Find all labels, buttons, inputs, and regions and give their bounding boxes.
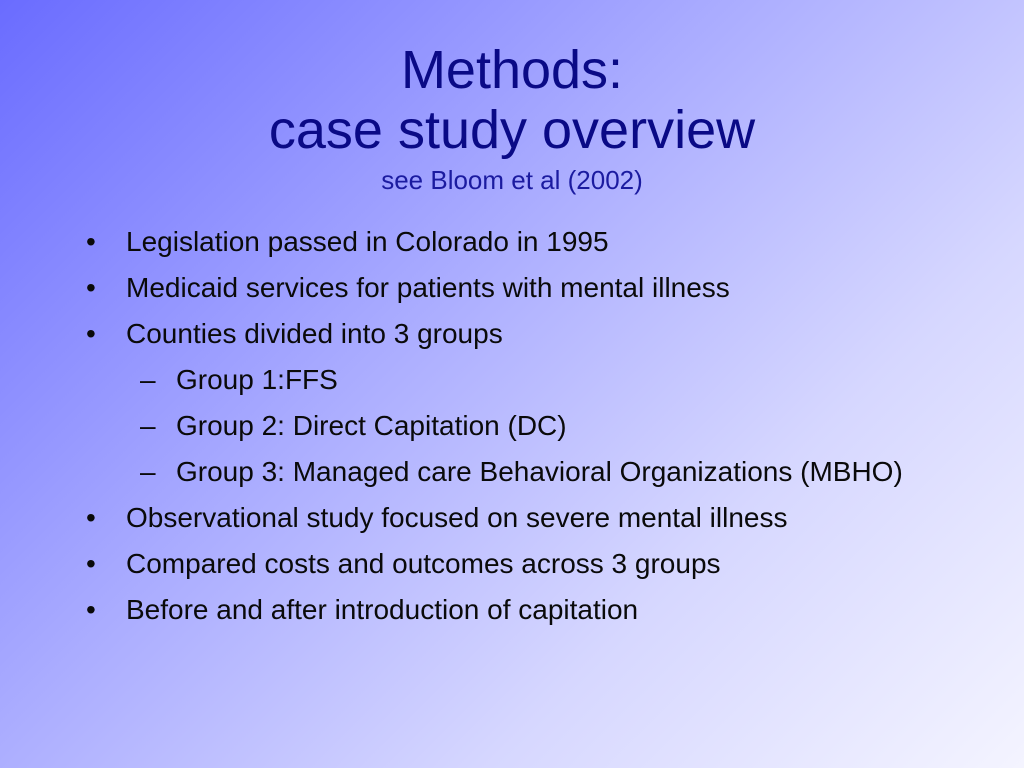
bullet-icon: • [86, 594, 96, 625]
sub-bullet-item [130, 408, 966, 444]
sub-bullet-list [126, 362, 966, 490]
title-block [0, 40, 1024, 198]
bullet-icon: • [86, 226, 96, 257]
bullet-text: Before and after introduction of capitation [126, 594, 639, 625]
bullet-item [86, 316, 966, 490]
sub-bullet-text: Group 1:FFS [176, 364, 338, 395]
dash-icon: – [140, 410, 156, 441]
dash-icon: – [140, 364, 156, 395]
bullet-text: Counties divided into 3 groups [126, 318, 503, 349]
slide-content [86, 224, 966, 638]
bullet-icon: • [86, 548, 96, 579]
bullet-text: Compared costs and outcomes across 3 groups [126, 548, 721, 579]
bullet-item [86, 546, 966, 582]
dash-icon: – [140, 456, 156, 487]
sub-bullet-item [130, 362, 966, 398]
bullet-icon: • [86, 318, 96, 349]
bullet-text: Observational study focused on severe mental illness [126, 502, 788, 533]
bullet-icon: • [86, 272, 96, 303]
slide-subtitle: see Bloom et al (2002) [381, 165, 643, 195]
bullet-item [86, 592, 966, 628]
bullet-item [86, 500, 966, 536]
slide-title-line-2: case study overview [268, 100, 756, 160]
bullet-item [86, 224, 966, 260]
bullet-icon: • [86, 502, 96, 533]
sub-bullet-text: Group 2: Direct Capitation (DC) [176, 410, 567, 441]
bullet-list [86, 224, 966, 628]
sub-bullet-item [130, 454, 966, 490]
bullet-text: Legislation passed in Colorado in 1995 [126, 226, 609, 257]
sub-bullet-text: Group 3: Managed care Behavioral Organizations (MBHO) [176, 456, 903, 487]
bullet-item [86, 270, 966, 306]
bullet-text: Medicaid services for patients with mental illness [126, 272, 730, 303]
slide-title-line-1: Methods: [400, 40, 624, 100]
